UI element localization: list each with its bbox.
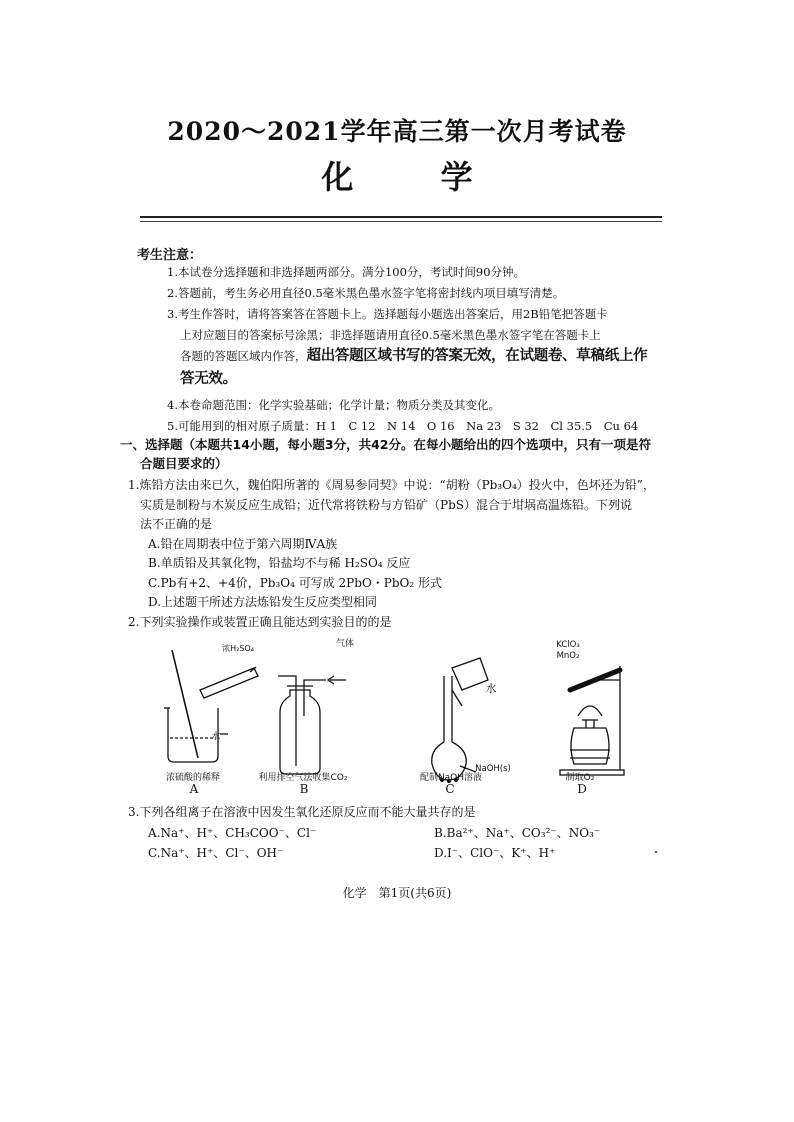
option-d: D.上述题干所述方法炼铅发生反应类型相同	[148, 595, 378, 609]
header-rule-thin	[140, 221, 662, 222]
label-h2so4: 浓H₂SO₄	[222, 644, 254, 653]
notice-item: 1.本试卷分选择题和非选择题两部分。满分100分，考试时间90分钟。	[167, 265, 526, 279]
question-stem: 实质是制粉与木炭反应生成铅；近代常将铁粉与方铅矿（PbS）混合于坩埚高温炼铅。下列说	[140, 497, 632, 512]
figure-letter-c: C	[445, 782, 455, 796]
section-heading-line: 合题目要求的）	[140, 456, 228, 471]
exam-title: 2020～2021学年高三第一次月考试卷	[167, 117, 627, 146]
question-3	[128, 803, 676, 823]
notice-item: 2.答题前，考生务必用直径0.5毫米黑色墨水签字笔将密封线内项目填写清楚。	[167, 286, 565, 300]
notice-item: 上对应题目的答案标号涂黑；非选择题请用直径0.5毫米黑色墨水签字笔在答题卡上	[180, 328, 601, 342]
caption-d: 制取O₂	[565, 773, 595, 783]
caption-c: 配制NaOH溶液	[419, 773, 483, 783]
notice-heading: 考生注意：	[137, 248, 203, 263]
caption-b: 利用排空气法收集CO₂	[258, 773, 348, 783]
question-stem: 3.下列各组离子在溶液中因发生氧化还原反应而不能大量共存的是	[128, 805, 476, 819]
option-row	[148, 824, 668, 844]
figure-letter-b: B	[299, 782, 309, 796]
question-stem: 1.炼铅方法由来已久，魏伯阳所著的《周易参同契》中说：“胡粉（Pb₃O₄）投火中，色坏还为铅”，	[128, 478, 655, 492]
option-c: C.Pb有+2、+4价，Pb₃O₄ 可写成 2PbO・PbO₂ 形式	[148, 575, 442, 590]
notice-emphasis-cont: 答无效。	[180, 371, 237, 387]
question-stem: 法不正确的是	[140, 517, 213, 531]
option-a: A.Na⁺、H⁺、CH₃COO⁻、Cl⁻	[148, 826, 317, 840]
label-naoh: NaOH(s)	[475, 764, 511, 774]
figure-letter-a: A	[189, 782, 199, 796]
label-water-c: 水	[485, 682, 497, 695]
scan-speck	[655, 851, 657, 853]
notice-emphasis: 超出答题区域书写的答案无效，在试题卷、草稿纸上作	[306, 348, 648, 364]
graduated-cylinder	[200, 668, 258, 698]
label-mno2: MnO₂	[556, 651, 580, 661]
notice-list	[167, 262, 667, 437]
glass-rod	[172, 650, 198, 758]
label-kclo3: KClO₃	[556, 640, 580, 650]
label-water-a: 水	[211, 732, 221, 742]
option-a: A.铅在周期表中位于第六周期ⅣA族	[148, 536, 338, 551]
option-row	[148, 844, 668, 864]
page-footer: 化学 第1页(共6页)	[342, 886, 452, 900]
notice-item: 3.考生作答时，请将答案答在答题卡上。选择题每小题选出答案后，用2B铅笔把答题卡	[167, 307, 608, 321]
label-gas: 气体	[335, 639, 354, 649]
option-b: B.单质铅及其氧化物，铅盐均不与稀 H₂SO₄ 反应	[148, 556, 411, 570]
subject-title: 化 学	[321, 158, 511, 196]
question-3-options	[148, 824, 668, 863]
option-c: C.Na⁺、H⁺、Cl⁻、OH⁻	[148, 845, 284, 860]
option-d: D.I⁻、ClO⁻、K⁺、H⁺	[434, 845, 556, 860]
section-heading	[120, 435, 680, 473]
apparatus-figure	[150, 639, 660, 796]
notice-item: 4.本卷命题范围：化学实验基础；化学计量；物质分类及其变化。	[167, 398, 500, 412]
notice-item: 5.可能用到的相对原子质量：H 1 C 12 N 14 O 16 Na 23 S 32 Cl 35.5 Cu 64	[167, 419, 639, 433]
notice-item: 各题的答题区域内作答，	[180, 349, 307, 363]
notice-item-line	[167, 346, 667, 367]
option-b: B.Ba²⁺、Na⁺、CO₃²⁻、NO₃⁻	[434, 826, 601, 840]
question-1	[128, 476, 676, 632]
gas-bottle-b	[280, 690, 320, 774]
flame	[578, 706, 602, 716]
header-rule-thick	[140, 216, 662, 218]
section-heading-line: 一、选择题（本题共14小题，每小题3分，共42分。在每小题给出的四个选项中，只有一项是符	[120, 437, 651, 452]
figure-letter-d: D	[577, 782, 587, 796]
caption-a: 浓硫酸的稀释	[165, 773, 220, 783]
question-stem: 2.下列实验操作或装置正确且能达到实验目的的是	[128, 614, 392, 629]
